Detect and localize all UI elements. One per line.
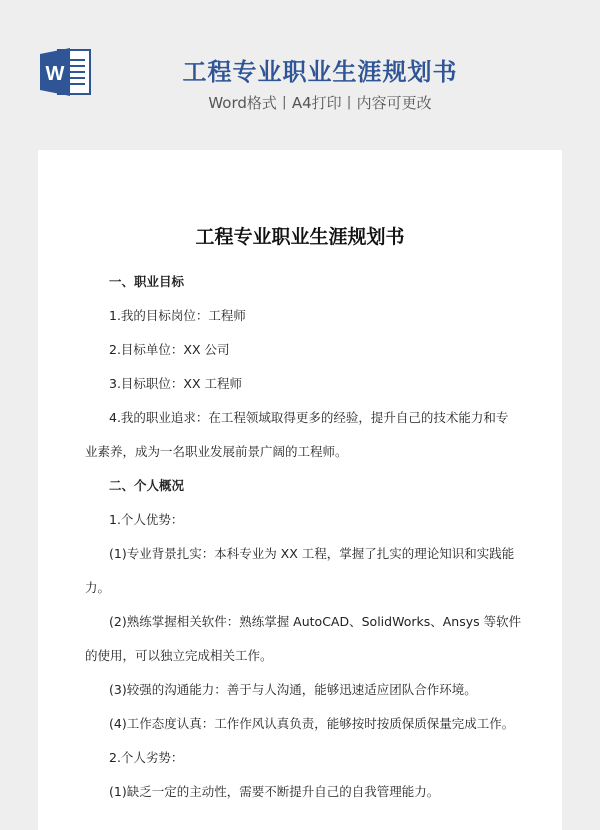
header-title: 工程专业职业生涯规划书 xyxy=(182,58,458,86)
header-subtitle: Word格式丨A4打印丨内容可更改 xyxy=(208,94,432,112)
document-page xyxy=(38,150,562,830)
body-line: (3)较强的沟通能力：善于与人沟通，能够迅速适应团队合作环境。 xyxy=(109,682,477,697)
header xyxy=(0,0,600,150)
body-line: 2.目标单位：XX 公司 xyxy=(109,342,230,357)
body-line: 1.我的目标岗位：工程师 xyxy=(109,308,246,323)
body-line: (4)工作态度认真：工作作风认真负责，能够按时按质保质保量完成工作。 xyxy=(109,716,515,731)
section-heading: 一、职业目标 xyxy=(109,274,185,289)
body-line: 业素养，成为一名职业发展前景广阔的工程师。 xyxy=(85,444,348,459)
body-line: 2.个人劣势： xyxy=(109,750,184,765)
svg-text:W: W xyxy=(45,63,65,85)
document-title: 工程专业职业生涯规划书 xyxy=(195,226,405,248)
body-line: 力。 xyxy=(85,580,111,595)
section-heading: 二、个人概况 xyxy=(109,478,185,493)
body-line: 4.我的职业追求：在工程领域取得更多的经验，提升自己的技术能力和专 xyxy=(109,410,509,425)
body-line: (2)熟练掌握相关软件：熟练掌握 AutoCAD、SolidWorks、Ansys 等软件 xyxy=(109,614,522,629)
body-line: (1)专业背景扎实：本科专业为 XX 工程，掌握了扎实的理论知识和实践能 xyxy=(109,546,515,561)
body-line: 3.目标职位：XX 工程师 xyxy=(109,376,243,391)
body-line: 的使用，可以独立完成相关工作。 xyxy=(85,648,273,663)
word-document-icon xyxy=(38,46,94,98)
body-line: 1.个人优势： xyxy=(109,512,184,527)
body-line: (1)缺乏一定的主动性，需要不断提升自己的自我管理能力。 xyxy=(109,784,440,799)
